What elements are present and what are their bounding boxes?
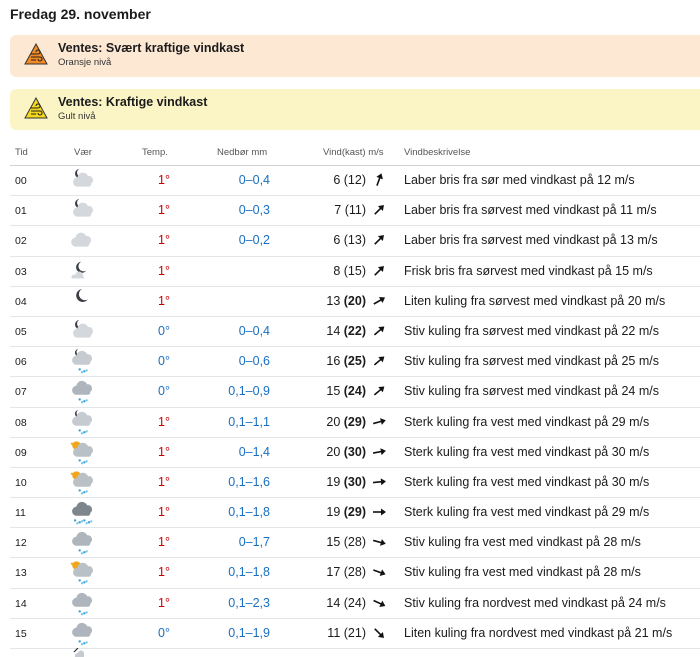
table-row bbox=[10, 589, 700, 619]
wind-gust: (30) bbox=[343, 444, 366, 459]
row-time: 09 bbox=[15, 446, 27, 459]
row-temp: 1° bbox=[158, 565, 170, 580]
wind-gust: (29) bbox=[343, 414, 366, 429]
table-row bbox=[10, 619, 700, 649]
row-time: 15 bbox=[15, 627, 27, 640]
wind-speed: 16 bbox=[326, 354, 341, 369]
table-header bbox=[0, 147, 700, 165]
row-wind bbox=[290, 324, 366, 338]
wind-speed: 8 bbox=[333, 263, 341, 278]
row-wind bbox=[290, 294, 366, 308]
row-temp: 1° bbox=[158, 474, 170, 489]
row-temp: 1° bbox=[158, 293, 170, 308]
wind-gust: (30) bbox=[343, 474, 366, 489]
wind-direction-arrow-icon bbox=[371, 444, 387, 460]
row-wind bbox=[290, 173, 366, 187]
row-precip: 0–0,4 bbox=[238, 173, 270, 187]
row-temp: 1° bbox=[158, 444, 170, 459]
row-wind-description: Sterk kuling fra vest med vindkast på 30 m/s bbox=[404, 444, 650, 459]
row-time: 06 bbox=[15, 356, 27, 369]
table-row bbox=[10, 498, 700, 528]
wind-direction-arrow-icon bbox=[371, 172, 387, 188]
row-wind bbox=[290, 264, 366, 278]
row-wind bbox=[290, 626, 366, 640]
date-title: Fredag 29. november bbox=[10, 6, 151, 22]
wind-gust: (28) bbox=[343, 565, 366, 580]
wind-direction-arrow-icon bbox=[371, 293, 387, 309]
row-temp: 1° bbox=[158, 595, 170, 610]
row-precip: 0–0,6 bbox=[238, 354, 270, 369]
row-wind-description: Stiv kuling fra sørvest med vindkast på 24 m/s bbox=[404, 384, 659, 399]
row-time: 13 bbox=[15, 567, 27, 580]
wind-gust: (12) bbox=[343, 173, 366, 187]
sleet-icon bbox=[68, 530, 96, 556]
wind-speed: 13 bbox=[326, 293, 341, 308]
row-time: 12 bbox=[15, 537, 27, 550]
wind-gust: (20) bbox=[343, 293, 366, 308]
wind-direction-arrow-icon bbox=[371, 353, 387, 369]
fair-night-icon bbox=[68, 259, 96, 285]
row-wind-description: Liten kuling fra sørvest med vindkast på 20 m/s bbox=[404, 293, 666, 308]
row-wind-description: Sterk kuling fra vest med vindkast på 29 m/s bbox=[404, 505, 650, 520]
wind-speed: 6 bbox=[333, 233, 341, 248]
row-temp: 1° bbox=[158, 535, 170, 550]
row-temp: 1° bbox=[158, 414, 170, 429]
wind-gust: (24) bbox=[343, 384, 366, 399]
table-row bbox=[10, 347, 700, 377]
clear-night-icon bbox=[68, 289, 96, 315]
row-time: 14 bbox=[15, 597, 27, 610]
wind-speed: 11 bbox=[327, 625, 341, 640]
wind-speed: 7 bbox=[334, 203, 342, 218]
row-wind bbox=[290, 505, 366, 519]
sleet-showers-day-icon bbox=[68, 470, 96, 496]
wind-speed: 15 bbox=[326, 384, 341, 399]
row-precip: 0–0,4 bbox=[238, 323, 270, 338]
wind-gust: (11) bbox=[344, 203, 366, 218]
wind-speed: 6 bbox=[333, 173, 341, 187]
row-precip: 0,1–1,1 bbox=[228, 414, 270, 429]
wind-direction-arrow-icon bbox=[371, 595, 387, 611]
sleet-showers-night-icon bbox=[68, 349, 96, 375]
table-row bbox=[10, 408, 700, 438]
header-desc: Vindbeskrivelse bbox=[404, 147, 471, 158]
row-temp: 1° bbox=[158, 203, 170, 218]
sleet-icon bbox=[68, 379, 96, 405]
row-wind-description: Stiv kuling fra vest med vindkast på 28 m/s bbox=[404, 565, 641, 580]
wind-gust: (13) bbox=[343, 233, 366, 248]
sleet-icon bbox=[68, 621, 96, 647]
row-time: 05 bbox=[15, 325, 27, 338]
warning-yellow-banner[interactable] bbox=[10, 89, 700, 130]
wind-warning-yellow-icon bbox=[24, 97, 48, 119]
row-wind bbox=[290, 596, 366, 610]
row-time: 04 bbox=[15, 295, 27, 308]
forecast-table bbox=[0, 166, 700, 649]
row-precip: 0,1–1,8 bbox=[228, 505, 270, 520]
row-time: 10 bbox=[15, 476, 27, 489]
row-wind-description: Stiv kuling fra sørvest med vindkast på 25 m/s bbox=[404, 354, 659, 369]
partly-cloudy-night-icon bbox=[68, 198, 96, 224]
sleet-showers-night-icon bbox=[68, 410, 96, 436]
warning-orange-banner[interactable] bbox=[10, 35, 700, 77]
table-row bbox=[10, 196, 700, 226]
row-wind-description: Stiv kuling fra nordvest med vindkast på 24 m/s bbox=[404, 595, 666, 610]
row-wind-description: Laber bris fra sør med vindkast på 12 m/s bbox=[404, 173, 635, 187]
row-wind-description: Sterk kuling fra vest med vindkast på 29 m/s bbox=[404, 414, 650, 429]
heavy-sleet-icon bbox=[68, 500, 96, 526]
wind-direction-arrow-icon bbox=[371, 625, 387, 641]
warning-title: Ventes: Svært kraftige vindkast bbox=[58, 41, 245, 55]
warning-level: Gult nivå bbox=[58, 111, 96, 122]
table-row bbox=[10, 438, 700, 468]
wind-direction-arrow-icon bbox=[371, 383, 387, 399]
row-wind-description: Liten kuling fra nordvest med vindkast på 21 m/s bbox=[404, 625, 673, 640]
sleet-showers-day-icon bbox=[68, 440, 96, 466]
wind-gust: (25) bbox=[343, 354, 366, 369]
warning-title: Ventes: Kraftige vindkast bbox=[58, 95, 208, 109]
wind-gust: (28) bbox=[343, 535, 366, 550]
wind-direction-arrow-icon bbox=[371, 263, 387, 279]
row-wind bbox=[290, 384, 366, 398]
wind-gust: (24) bbox=[343, 595, 366, 610]
row-time: 07 bbox=[15, 386, 27, 399]
wind-direction-arrow-icon bbox=[371, 504, 387, 520]
row-precip: 0,1–1,6 bbox=[228, 474, 270, 489]
row-wind-description: Laber bris fra sørvest med vindkast på 11 m/s bbox=[404, 203, 657, 218]
row-temp: 0° bbox=[158, 354, 170, 369]
header-time: Tid bbox=[15, 147, 28, 158]
row-time: 02 bbox=[15, 235, 27, 248]
wind-gust: (21) bbox=[343, 625, 366, 640]
row-temp: 1° bbox=[158, 263, 170, 278]
wind-direction-arrow-icon bbox=[371, 232, 387, 248]
row-temp: 1° bbox=[158, 505, 170, 520]
wind-speed: 14 bbox=[326, 595, 341, 610]
row-wind-description: Stiv kuling fra sørvest med vindkast på 22 m/s bbox=[404, 323, 659, 338]
row-precip: 0,1–0,9 bbox=[228, 384, 270, 399]
table-row bbox=[10, 257, 700, 287]
partly-cloudy-night-icon bbox=[68, 319, 96, 345]
table-row bbox=[10, 317, 700, 347]
cloud-icon bbox=[68, 228, 96, 254]
row-precip: 0–0,3 bbox=[238, 203, 270, 218]
header-temp: Temp. bbox=[142, 147, 168, 158]
partly-cloudy-night-icon bbox=[68, 168, 96, 194]
row-temp: 0° bbox=[158, 323, 170, 338]
row-wind bbox=[290, 475, 366, 489]
row-temp: 1° bbox=[158, 233, 170, 248]
table-row bbox=[10, 166, 700, 196]
cloud-icon bbox=[72, 648, 86, 657]
wind-direction-arrow-icon bbox=[371, 414, 387, 430]
row-wind bbox=[290, 415, 366, 429]
wind-direction-arrow-icon bbox=[371, 474, 387, 490]
header-precip: Nedbør mm bbox=[217, 147, 268, 158]
row-wind bbox=[290, 565, 366, 579]
row-time: 01 bbox=[15, 205, 27, 218]
wind-direction-arrow-icon bbox=[371, 564, 387, 580]
table-row bbox=[10, 287, 700, 317]
row-time: 00 bbox=[15, 175, 27, 187]
row-precip: 0,1–1,8 bbox=[228, 565, 270, 580]
wind-direction-arrow-icon bbox=[371, 534, 387, 550]
row-temp: 1° bbox=[158, 173, 170, 187]
sleet-showers-day-icon bbox=[68, 560, 96, 586]
header-weather: Vær bbox=[74, 147, 92, 158]
row-time: 08 bbox=[15, 416, 27, 429]
row-precip: 0–1,4 bbox=[238, 444, 270, 459]
row-precip: 0–1,7 bbox=[238, 535, 270, 550]
row-wind-description: Sterk kuling fra vest med vindkast på 30 m/s bbox=[404, 474, 650, 489]
row-temp: 0° bbox=[158, 625, 170, 640]
row-wind bbox=[290, 535, 366, 549]
wind-speed: 14 bbox=[326, 323, 341, 338]
wind-speed: 20 bbox=[326, 444, 341, 459]
table-row bbox=[10, 377, 700, 407]
row-time: 03 bbox=[15, 265, 27, 278]
wind-gust: (22) bbox=[343, 323, 366, 338]
wind-gust: (29) bbox=[343, 505, 366, 520]
wind-direction-arrow-icon bbox=[371, 323, 387, 339]
row-wind bbox=[290, 203, 366, 217]
table-row bbox=[10, 528, 700, 558]
table-row bbox=[10, 468, 700, 498]
header-wind: Vind(kast) m/s bbox=[323, 147, 384, 158]
wind-direction-arrow-icon bbox=[371, 202, 387, 218]
table-row bbox=[10, 226, 700, 256]
row-precip: 0,1–2,3 bbox=[228, 595, 270, 610]
wind-speed: 19 bbox=[326, 474, 341, 489]
wind-gust: (15) bbox=[343, 263, 366, 278]
sleet-icon bbox=[68, 591, 96, 617]
row-wind bbox=[290, 445, 366, 459]
wind-speed: 15 bbox=[326, 535, 341, 550]
wind-warning-orange-icon bbox=[24, 43, 48, 65]
row-temp: 0° bbox=[158, 384, 170, 399]
wind-speed: 17 bbox=[326, 565, 341, 580]
table-row bbox=[10, 558, 700, 588]
row-wind bbox=[290, 354, 366, 368]
row-wind-description: Stiv kuling fra vest med vindkast på 28 m/s bbox=[404, 535, 641, 550]
row-precip: 0,1–1,9 bbox=[228, 625, 270, 640]
warning-level: Oransje nivå bbox=[58, 57, 112, 68]
wind-speed: 20 bbox=[326, 414, 341, 429]
row-wind-description: Frisk bris fra sørvest med vindkast på 15 m/s bbox=[404, 263, 653, 278]
row-wind-description: Laber bris fra sørvest med vindkast på 13 m/s bbox=[404, 233, 658, 248]
row-precip: 0–0,2 bbox=[238, 233, 270, 248]
wind-speed: 19 bbox=[326, 505, 341, 520]
row-time: 11 bbox=[15, 507, 26, 520]
row-wind bbox=[290, 233, 366, 247]
